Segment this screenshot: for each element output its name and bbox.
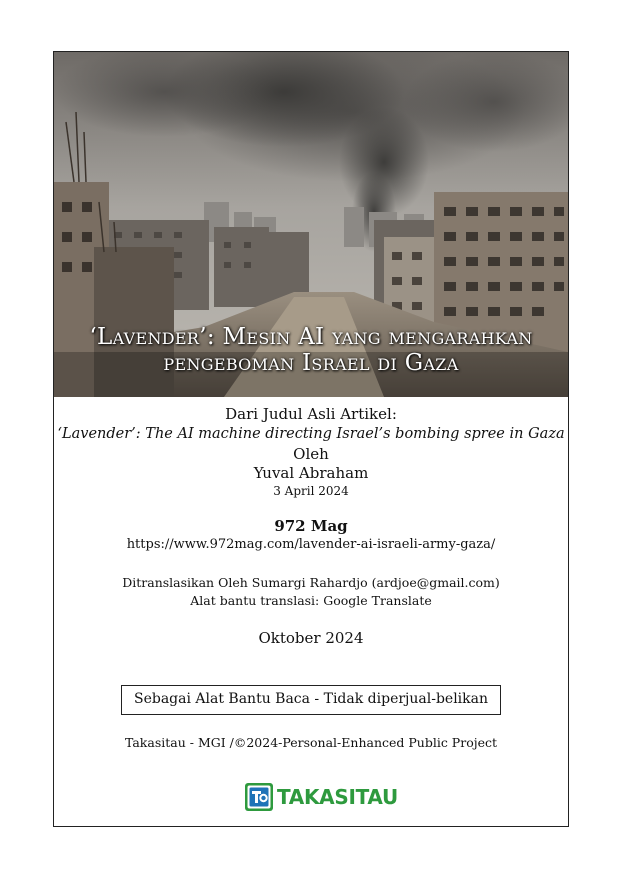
cover-photo — [54, 52, 568, 397]
translation-tool: Alat bantu translasi: Google Translate — [190, 593, 432, 608]
original-title-label: Dari Judul Asli Artikel: — [225, 405, 397, 423]
article-date: 3 April 2024 — [273, 484, 349, 498]
takasitau-logo — [245, 782, 398, 812]
publisher-name: 972 Mag — [274, 517, 348, 535]
cover-title-line1: ‘Lavender’: Mesin AI yang mengarahkan — [89, 324, 533, 350]
cover-title-line2: pengeboman Israel di Gaza — [163, 350, 459, 376]
cover-title — [54, 324, 568, 376]
original-title: ‘Lavender’: The AI machine directing Israel’s bombing spree in Gaza — [57, 426, 565, 442]
translator-credit: Ditranslasikan Oleh Sumargi Rahardjo (ardjoe@gmail.com) — [122, 575, 500, 590]
edition-date: Oktober 2024 — [258, 629, 364, 647]
takasitau-logo-icon — [245, 783, 273, 811]
logo-text: TAKASITAU — [277, 785, 398, 809]
project-credit: Takasitau - MGI /©2024-Personal-Enhanced Public Project — [124, 735, 498, 750]
by-label: Oleh — [293, 445, 329, 463]
author-name: Yuval Abraham — [253, 464, 369, 482]
not-for-sale-badge: Sebagai Alat Bantu Baca - Tidak diperjual-belikan — [121, 685, 501, 715]
cover-frame — [53, 51, 569, 827]
article-url: https://www.972mag.com/lavender-ai-israeli-army-gaza/ — [126, 537, 496, 552]
article-info — [54, 404, 568, 648]
